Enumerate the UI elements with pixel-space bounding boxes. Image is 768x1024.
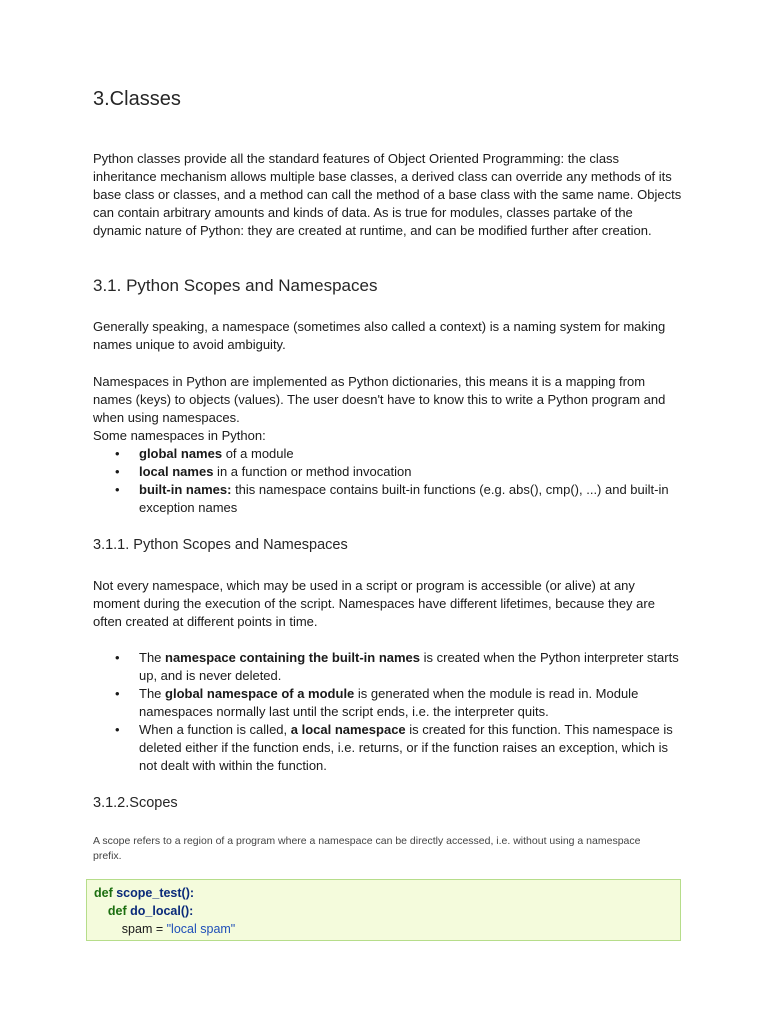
list-item-bold: built-in names: <box>139 482 232 497</box>
code-function-name: scope_test <box>116 886 182 900</box>
namespace-list <box>93 445 683 517</box>
list-item <box>93 481 683 517</box>
heading-scopes-namespaces: 3.1. Python Scopes and Namespaces <box>93 276 378 295</box>
list-item-text: The <box>139 650 166 665</box>
list-item-bold: global names <box>139 446 223 461</box>
list-item-bold: local names <box>139 464 214 479</box>
code-variable: spam <box>121 922 153 936</box>
paragraph-namespace-dicts: Namespaces in Python are implemented as Python dictionaries, this means it is a mapping from names (keys) to objects (values). The user doesn't have to know this to write a Python program and when using namespaces. <box>93 374 666 425</box>
code-keyword: def <box>107 904 127 918</box>
paragraph-lifetimes: Not every namespace, which may be used in a script or program is accessible (or alive) at any moment during the execution of the script. Namespaces have different lifetimes, because they are often created at different points in time. <box>93 578 655 629</box>
list-item-bold: a local namespace <box>290 722 406 737</box>
paragraph-scope-definition: A scope refers to a region of a program where a namespace can be directly accessed, i.e. without using a namespace prefix. <box>93 835 641 862</box>
list-item <box>93 463 683 481</box>
code-punct: (): <box>181 886 195 900</box>
list-item <box>93 685 683 721</box>
code-line-1 <box>94 884 680 902</box>
paragraph-namespace-definition: Generally speaking, a namespace (sometimes also called a context) is a naming system for making names unique to avoid ambiguity. <box>93 319 666 352</box>
list-item <box>93 649 683 685</box>
paragraph-classes-intro: Python classes provide all the standard features of Object Oriented Programming: the class inheritance mechanism allows multiple base classes, a derived class can override any methods of its base class or classes, and a method can call the method of a base class with the same name. Objects can contain arbitrary amounts and kinds of data. As is true for modules, classes partake of the dynamic nature of Python: they are created at runtime, and can be modified further after creation. <box>93 151 682 238</box>
list-item-text: this namespace contains built-in functions (e.g. abs(), cmp(), ...) and built-in exception names <box>139 482 669 515</box>
list-item-text: is created when the Python interpreter starts up, and is never deleted. <box>139 650 679 683</box>
paragraph-some-namespaces: Some namespaces in Python: <box>93 428 266 443</box>
code-operator: = <box>152 922 167 936</box>
list-item-bold: namespace containing the built-in names <box>165 650 421 665</box>
code-string: "local spam" <box>166 922 236 936</box>
heading-3-1-1: 3.1.1. Python Scopes and Namespaces <box>93 537 348 553</box>
code-punct: (): <box>180 904 194 918</box>
code-line-2 <box>94 902 680 920</box>
heading-classes: 3.Classes <box>93 88 181 110</box>
heading-3-1-2: 3.1.2.Scopes <box>93 795 178 811</box>
list-item <box>93 445 683 463</box>
list-item-text: of a module <box>222 446 294 461</box>
list-item-text: When a function is called, <box>139 722 291 737</box>
code-line-3 <box>94 920 680 938</box>
list-item-text: in a function or method invocation <box>213 464 412 479</box>
list-item-text: The <box>139 686 166 701</box>
list-item-bold: global namespace of a module <box>165 686 355 701</box>
list-item <box>93 721 683 775</box>
code-function-name: do_local <box>130 904 181 918</box>
code-keyword: def <box>94 886 113 900</box>
code-block <box>86 879 681 941</box>
lifetime-list <box>93 649 683 775</box>
list-item-text: is generated when the module is read in. Module namespaces normally last until the script ends, i.e. the interpreter quits. <box>139 686 639 719</box>
list-item-text: is created for this function. This namespace is deleted either if the function ends, i.e. returns, or if the function raises an exception, which is not dealt with within the function. <box>139 722 673 773</box>
